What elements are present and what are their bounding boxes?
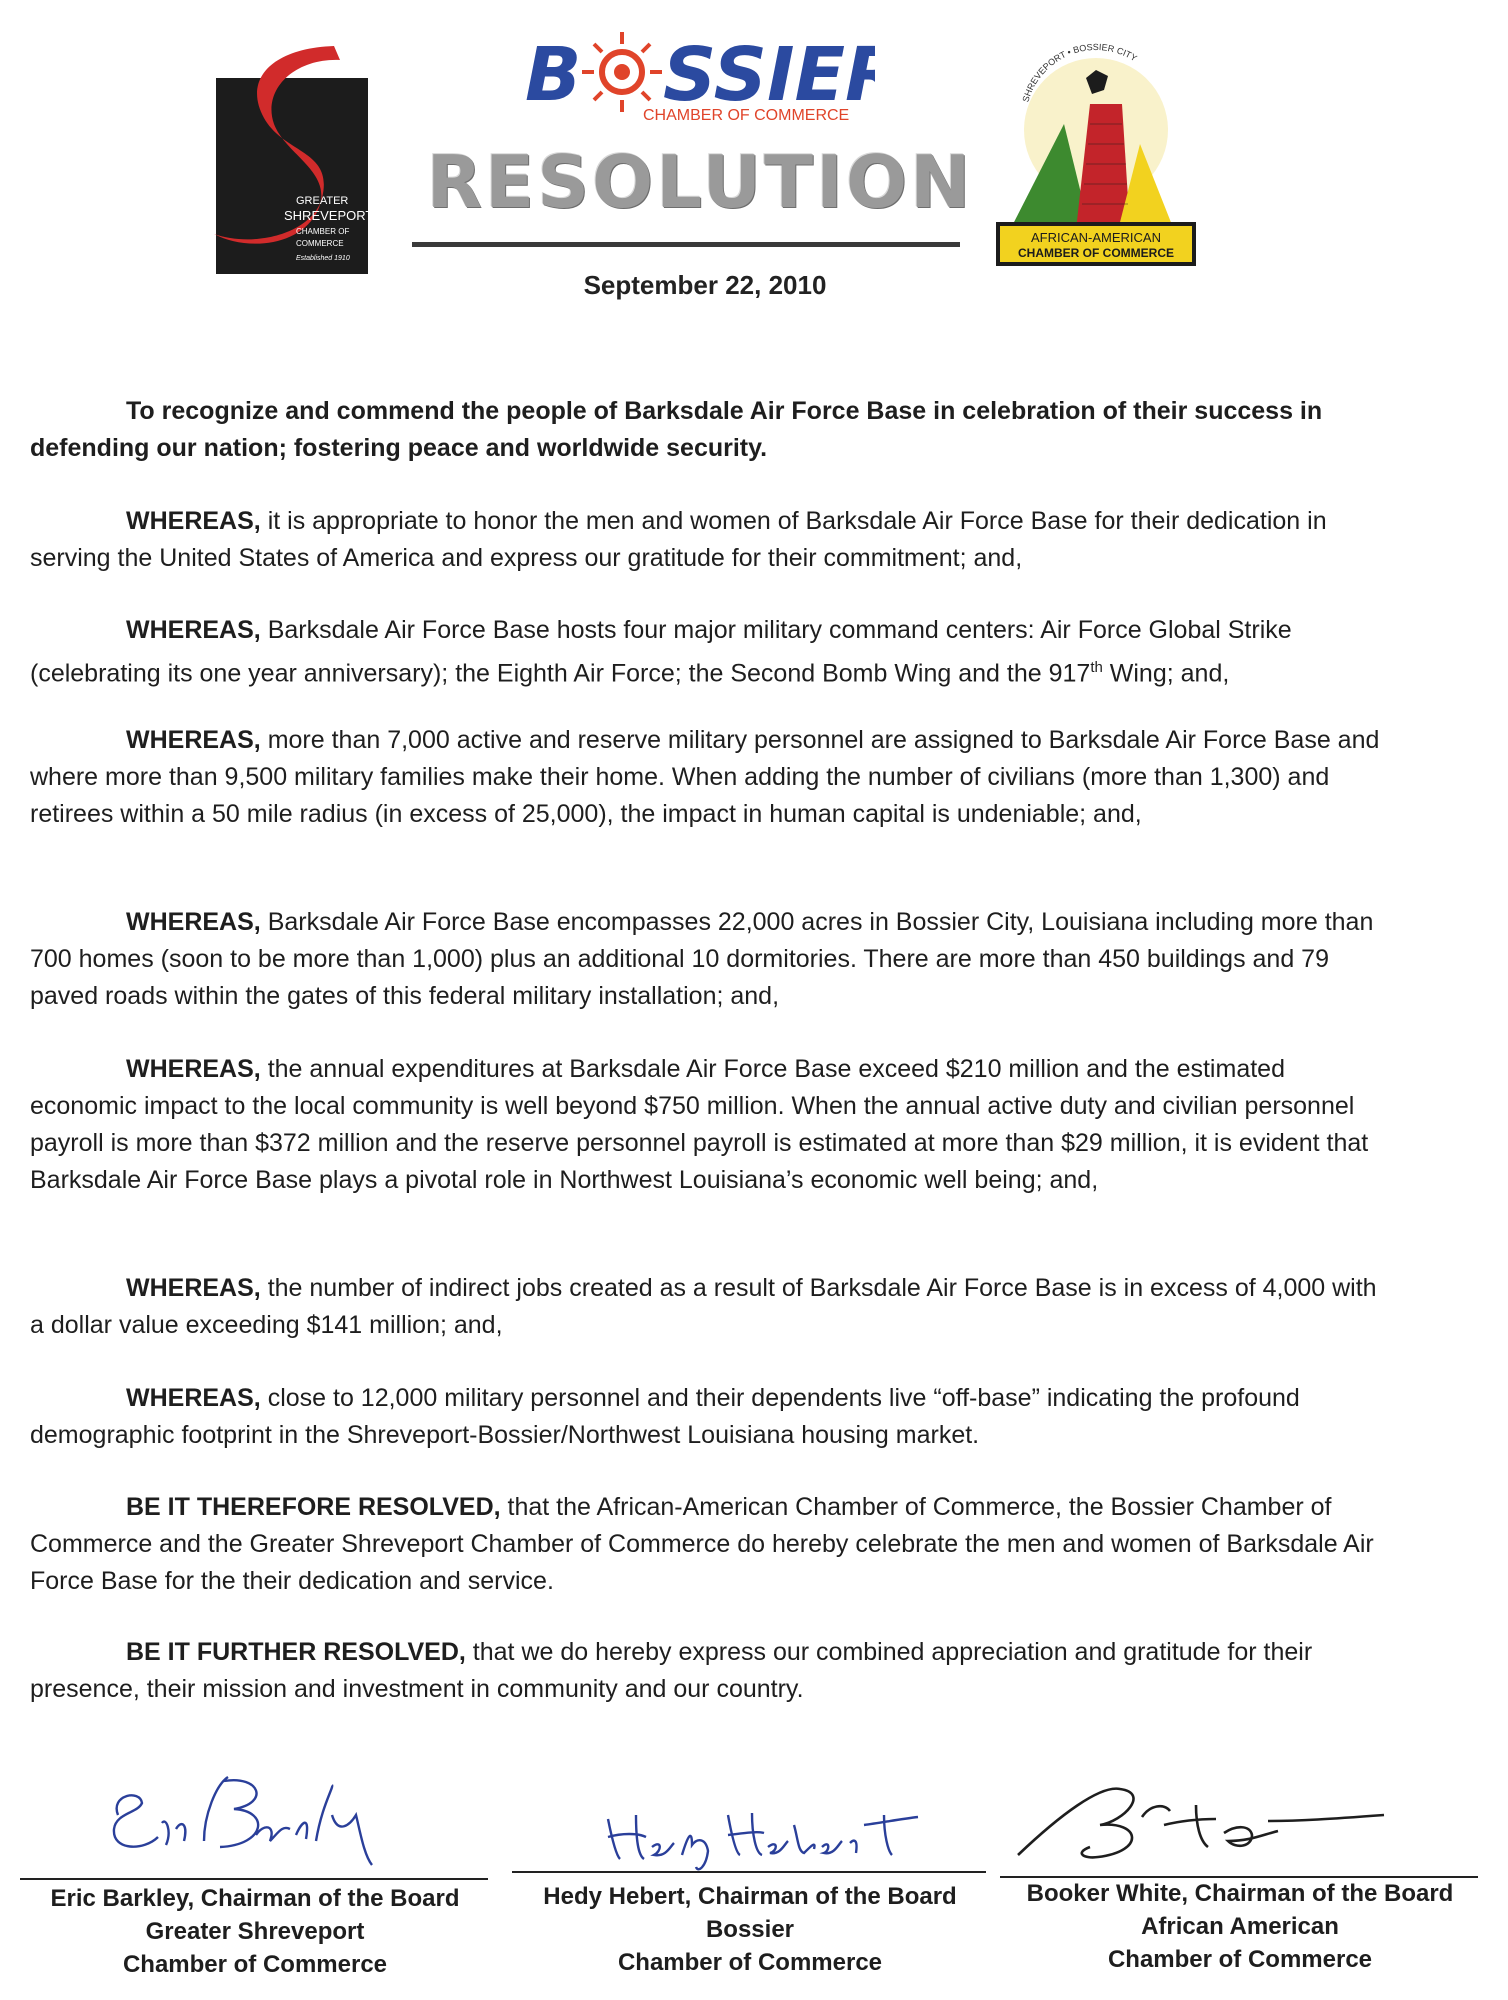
whereas-4-text: Barksdale Air Force Base encompasses 22,000 acres in Bossier City, Louisiana including more than 700 homes (soon to be more than 1,000) plus an additional 10 dormitories. There are more than 450 buildings and 79 paved roads within the gates of this federal military installation; and,: [30, 908, 1374, 1010]
aacc-line1: AFRICAN-AMERICAN: [1030, 230, 1162, 245]
signature-barkley: [20, 1755, 490, 1875]
intro-text: To recognize and commend the people of Barksdale Air Force Base in celebration of their success in defending our nation; fostering peace and worldwide security.: [30, 397, 1323, 462]
whereas-paragraph-2: [30, 612, 1390, 692]
whereas-6-text: the number of indirect jobs created as a result of Barksdale Air Force Base is in excess of 4,000 with a dollar value exceeding $141 million; and,: [30, 1274, 1377, 1339]
signature-block-white: [1000, 1755, 1480, 1995]
signer-name: Eric Barkley, Chairman of the Board: [50, 1885, 460, 1912]
whereas-label: WHEREAS,: [126, 507, 261, 535]
whereas-1-text: it is appropriate to honor the men and women of Barksdale Air Force Base for their dedication in serving the United States of America and express our gratitude for their commitment; and,: [30, 507, 1327, 572]
whereas-label: WHEREAS,: [126, 726, 261, 754]
signature-caption: [1000, 1877, 1480, 1976]
gs-line2: SHREVEPORT: [284, 208, 368, 223]
whereas-label: WHEREAS,: [126, 1274, 261, 1302]
resolution-date: September 22, 2010: [583, 270, 827, 300]
whereas-label: WHEREAS,: [126, 1055, 261, 1083]
whereas-5-text: the annual expenditures at Barksdale Air Force Base exceed $210 million and the estimated economic impact to the local community is well beyond $750 million. When the annual active duty and civilian personnel payroll is more than $372 million and the reserve personnel payroll is estimated at more than $29 million, it is evident that Barksdale Air Force Base plays a pivotal role in Northwest Louisiana’s economic well being; and,: [30, 1055, 1369, 1194]
aacc-line2: CHAMBER OF COMMERCE: [1018, 246, 1174, 260]
whereas-3-text: more than 7,000 active and reserve military personnel are assigned to Barksdale Air Force Base and where more than 9,500 military families make their home. When adding the number of civilians (more than 1,300) and retirees within a 50 mile radius (in excess of 25,000), the impact in human capital is undeniable; and,: [30, 726, 1380, 828]
whereas-paragraph-4: [30, 904, 1390, 1015]
signer-name: Hedy Hebert, Chairman of the Board: [543, 1883, 957, 1910]
signature-hebert: [512, 1755, 988, 1875]
sun-icon: [582, 32, 662, 112]
whereas-paragraph-6: [30, 1270, 1390, 1344]
greater-shreveport-logo: [204, 38, 368, 274]
signature-caption: [20, 1882, 490, 1981]
resolved-paragraph-2: [30, 1634, 1390, 1708]
signature-line: [20, 1878, 488, 1880]
signer-name: Booker White, Chairman of the Board: [1026, 1880, 1454, 1907]
whereas-label: WHEREAS,: [126, 908, 261, 936]
bossier-logo-graphic: [525, 24, 875, 134]
signer-org-type: Chamber of Commerce: [1107, 1946, 1373, 1973]
resolved-1-label: BE IT THEREFORE RESOLVED,: [126, 1493, 501, 1521]
whereas-label: WHEREAS,: [126, 1384, 261, 1412]
greater-shreveport-logo-graphic: [204, 38, 368, 274]
whereas-label: WHEREAS,: [126, 616, 261, 644]
signature-caption: [512, 1880, 988, 1979]
african-american-chamber-logo: [990, 34, 1202, 270]
whereas-2-text-a: Barksdale Air Force Base hosts four major military command centers: Air Force Global Strike (celebrating its one year anniversary); the Eighth Air Force; the Second Bomb Wing and the 917: [30, 616, 1292, 688]
signer-org: Greater Shreveport: [145, 1918, 365, 1945]
title-divider: [412, 242, 960, 247]
signature-line: [512, 1871, 986, 1873]
gs-established: Established 1910: [296, 255, 350, 262]
bossier-chamber-logo: [525, 24, 875, 134]
signer-org: Bossier: [705, 1916, 795, 1943]
gs-line3: CHAMBER OF: [296, 227, 350, 236]
signer-org-type: Chamber of Commerce: [122, 1951, 388, 1978]
signer-org: African American: [1141, 1913, 1339, 1940]
whereas-paragraph-7: [30, 1380, 1390, 1454]
aacc-ring-text: SHREVEPORT • BOSSIER CITY: [1020, 41, 1139, 104]
bossier-subtitle: CHAMBER OF COMMERCE: [643, 107, 850, 124]
bossier-name-right: SSIE: [663, 32, 846, 118]
whereas-paragraph-1: [30, 503, 1390, 577]
whereas-2-text-b: Wing; and,: [1109, 659, 1230, 688]
resolved-2-label: BE IT FURTHER RESOLVED,: [126, 1638, 466, 1666]
signature-white: [1000, 1755, 1480, 1875]
signer-org-type: Chamber of Commerce: [617, 1949, 883, 1976]
signature-block-hebert: [512, 1755, 988, 1995]
resolved-1-text: that the African-American Chamber of Commerce, the Bossier Chamber of Commerce and the Greater Shreveport Chamber of Commerce do hereby celebrate the men and women of Barksdale Air Force Base for the their dedication and service.: [30, 1493, 1374, 1595]
whereas-7-text: close to 12,000 military personnel and their dependents live “off-base” indicating the profound demographic footprint in the Shreveport-Bossier/Northwest Louisiana housing market.: [30, 1384, 1300, 1449]
whereas-paragraph-3: [30, 722, 1390, 833]
resolved-2-text: that we do hereby express our combined appreciation and gratitude for their presence, their mission and investment in community and our country.: [30, 1638, 1313, 1703]
gs-line4: COMMERCE: [296, 239, 344, 248]
signature-block-barkley: [20, 1755, 490, 1995]
whereas-paragraph-5: [30, 1051, 1390, 1199]
intro-paragraph: [30, 393, 1390, 467]
bossier-name-left: B: [525, 32, 582, 118]
page-title: RESOLUTION: [426, 140, 974, 224]
resolved-paragraph-1: [30, 1489, 1390, 1600]
whereas-2-superscript: th: [1090, 659, 1103, 676]
aacc-logo-graphic: [990, 34, 1202, 270]
gs-line1: GREATER: [296, 195, 349, 207]
